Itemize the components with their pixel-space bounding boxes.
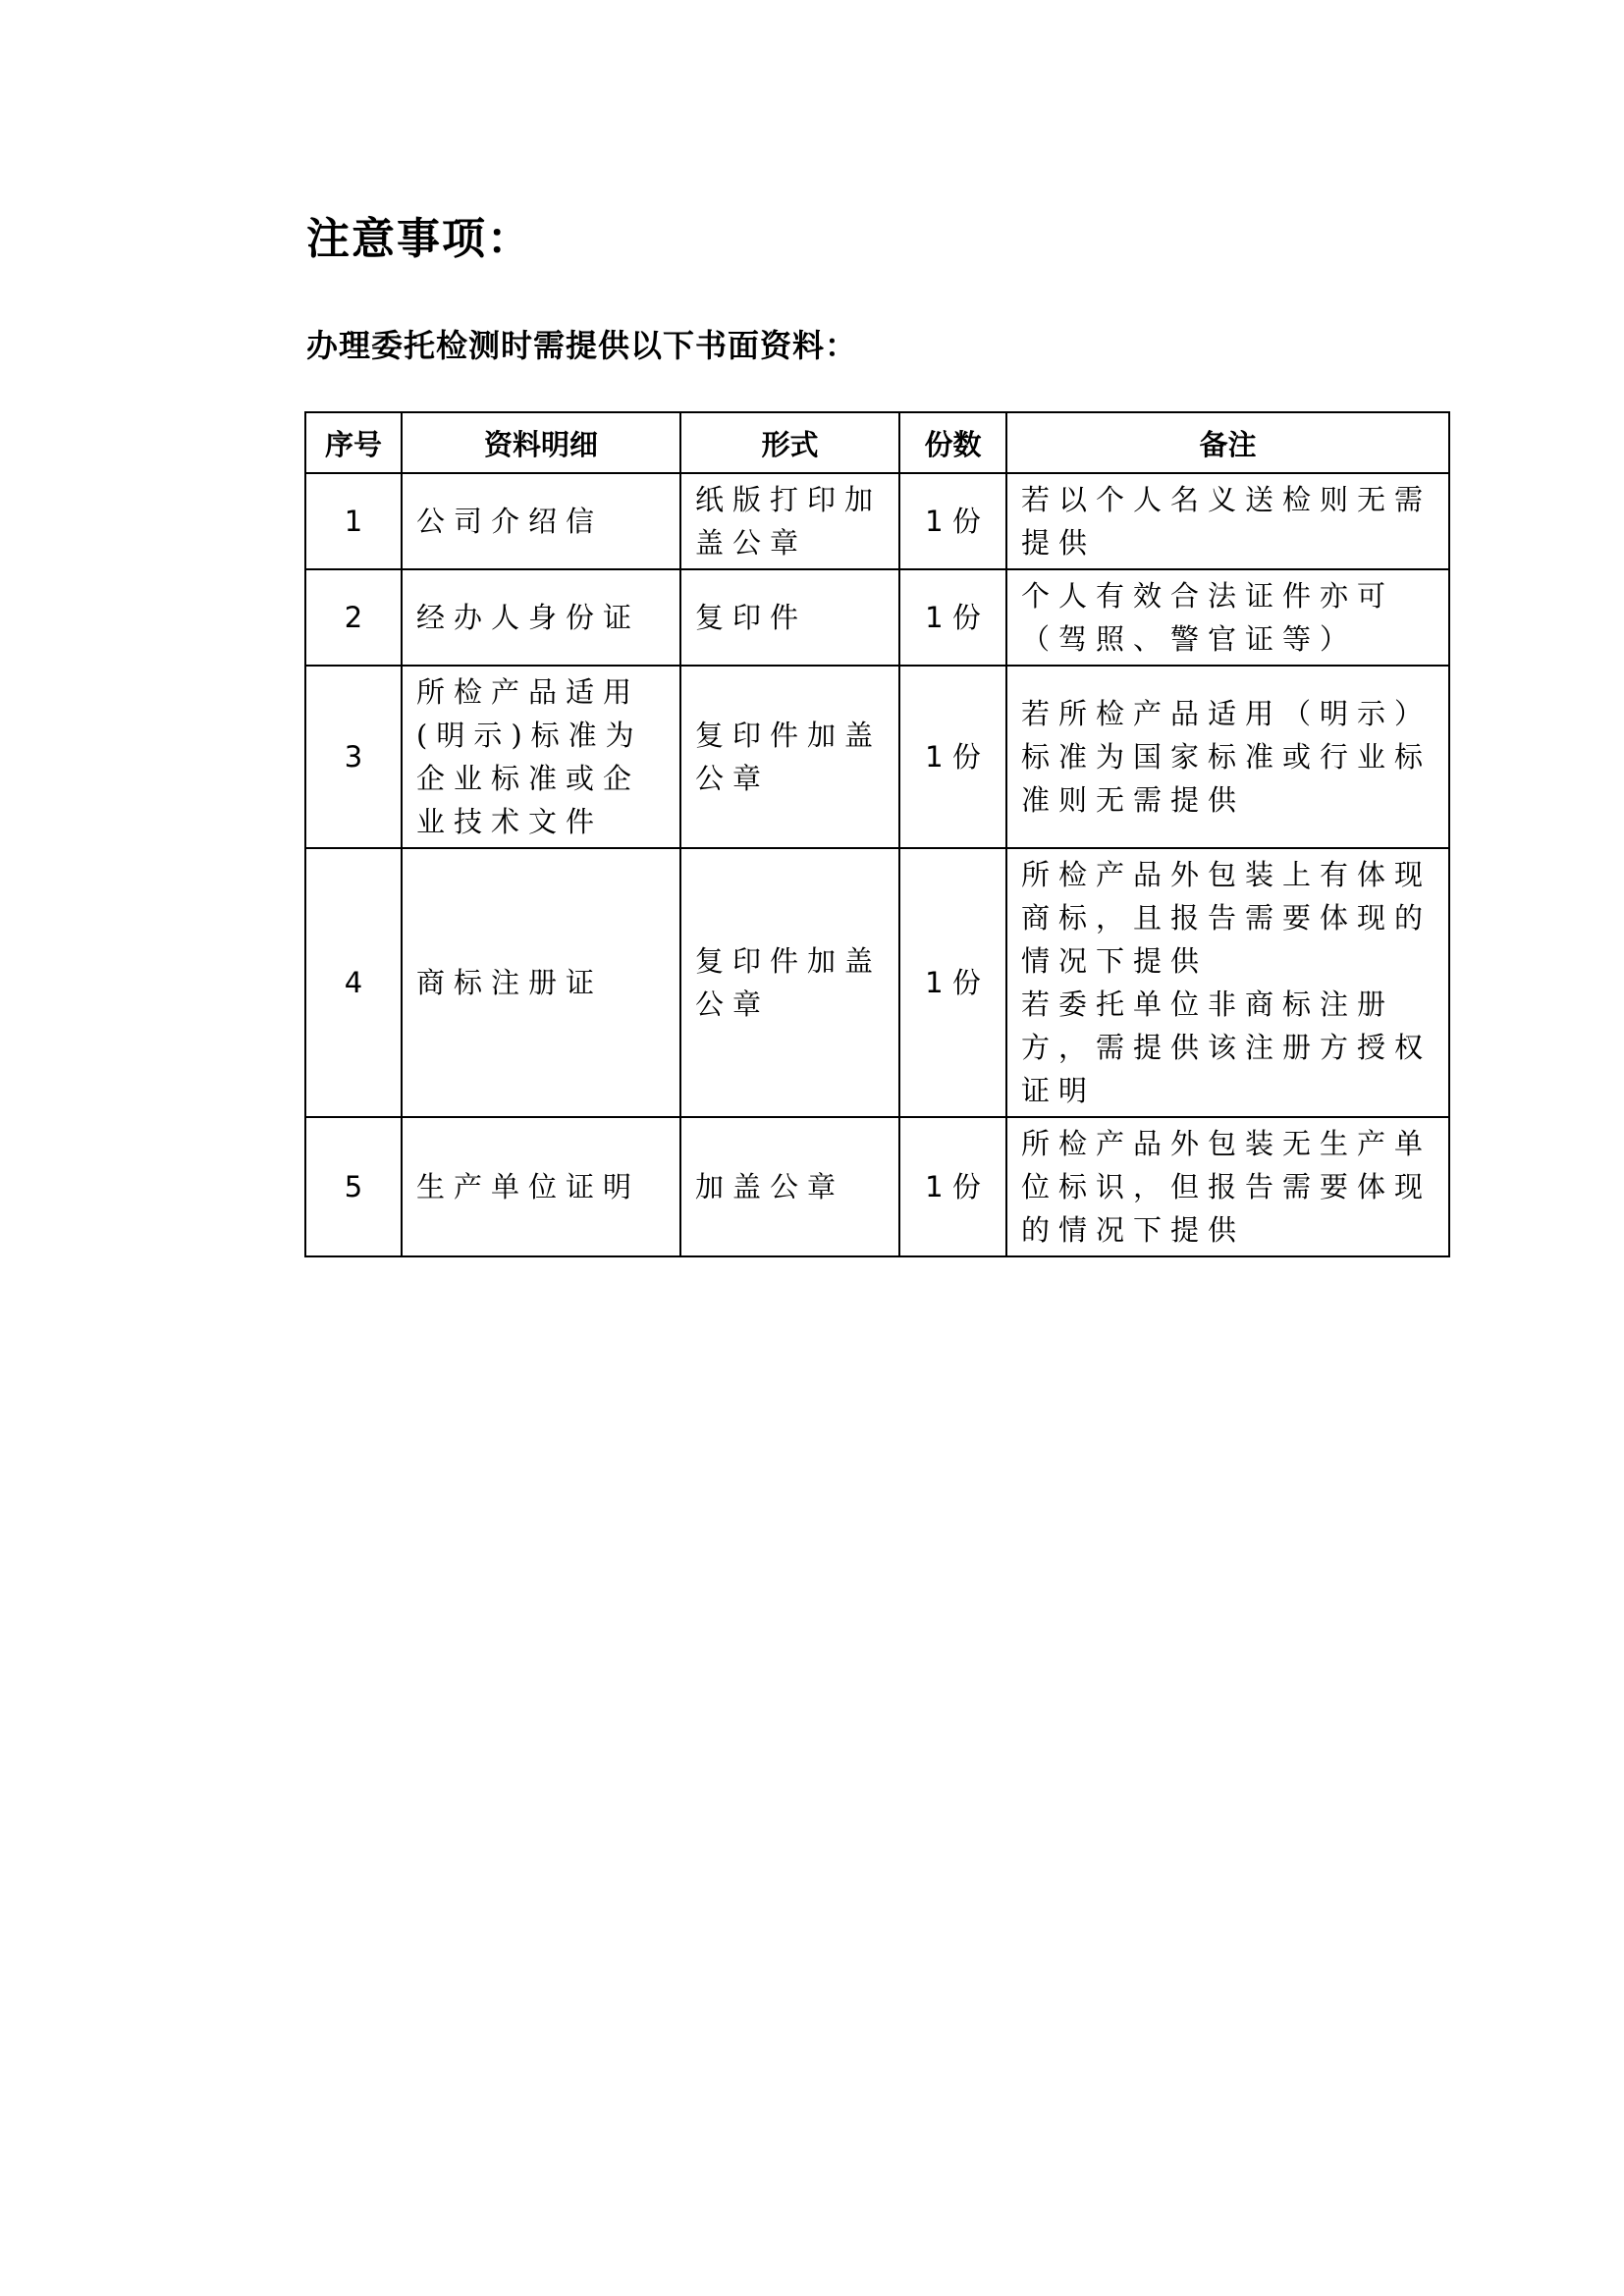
cell-form: 纸版打印加盖公章 — [680, 473, 899, 569]
cell-remarks — [1006, 666, 1449, 848]
header-material-details: 资料明细 — [402, 412, 680, 473]
remark-line: 若所检产品适用（明示）标准为国家标准或行业标准则无需提供 — [1021, 697, 1433, 817]
cell-form: 加盖公章 — [680, 1117, 899, 1256]
cell-form: 复印件加盖公章 — [680, 666, 899, 848]
remark-line: 若委托单位非商标注册方，需提供该注册方授权证明 — [1021, 988, 1433, 1107]
table-header-row — [305, 412, 1449, 473]
table-row — [305, 1117, 1449, 1256]
header-copies: 份数 — [899, 412, 1006, 473]
cell-copies: 1 份 — [899, 1117, 1006, 1256]
cell-remarks — [1006, 473, 1449, 569]
cell-remarks — [1006, 848, 1449, 1117]
cell-serial-number: 5 — [305, 1117, 402, 1256]
header-remarks: 备注 — [1006, 412, 1449, 473]
cell-serial-number: 4 — [305, 848, 402, 1117]
materials-table — [304, 411, 1450, 1257]
header-form: 形式 — [680, 412, 899, 473]
cell-copies: 1 份 — [899, 569, 1006, 666]
remark-line: 若以个人名义送检则无需提供 — [1021, 483, 1433, 560]
cell-copies: 1 份 — [899, 473, 1006, 569]
page-title: 注意事项： — [306, 214, 532, 264]
cell-material-details: 公司介绍信 — [402, 473, 680, 569]
table-row — [305, 848, 1449, 1117]
cell-copies: 1 份 — [899, 848, 1006, 1117]
table-row — [305, 666, 1449, 848]
table-row — [305, 473, 1449, 569]
cell-remarks — [1006, 569, 1449, 666]
remark-line: 所检产品外包装无生产单位标识，但报告需要体现的情况下提供 — [1021, 1127, 1433, 1247]
cell-serial-number: 2 — [305, 569, 402, 666]
page-subtitle: 办理委托检测时需提供以下书面资料： — [306, 327, 858, 364]
cell-material-details: 生产单位证明 — [402, 1117, 680, 1256]
table-row — [305, 569, 1449, 666]
cell-copies: 1 份 — [899, 666, 1006, 848]
cell-serial-number: 1 — [305, 473, 402, 569]
cell-material-details: 经办人身份证 — [402, 569, 680, 666]
header-serial-number: 序号 — [305, 412, 402, 473]
cell-remarks — [1006, 1117, 1449, 1256]
cell-material-details: 所检产品适用(明示)标准为企业标准或企业技术文件 — [402, 666, 680, 848]
remark-line: 所检产品外包装上有体现商标，且报告需要体现的情况下提供 — [1021, 858, 1433, 978]
remark-line: 个人有效合法证件亦可（驾照、警官证等） — [1021, 579, 1395, 656]
cell-serial-number: 3 — [305, 666, 402, 848]
cell-form: 复印件加盖公章 — [680, 848, 899, 1117]
cell-material-details: 商标注册证 — [402, 848, 680, 1117]
cell-form: 复印件 — [680, 569, 899, 666]
